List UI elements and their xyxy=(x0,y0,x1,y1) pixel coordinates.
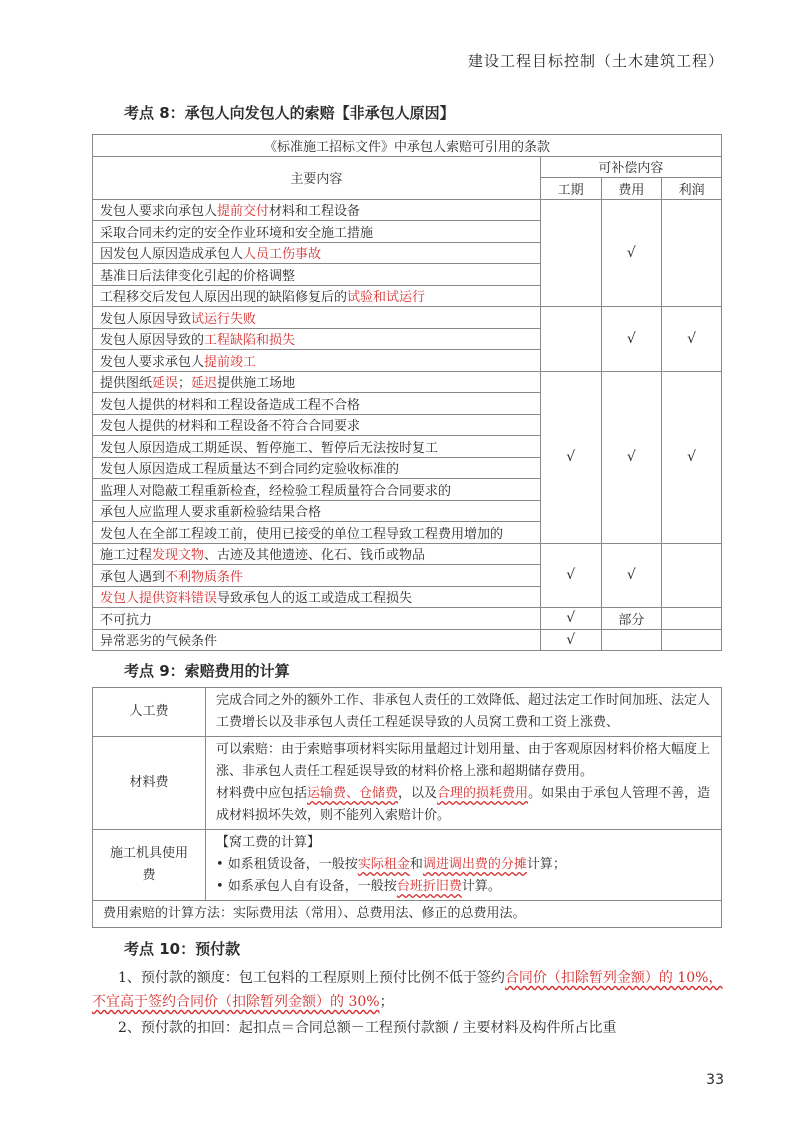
section-8-heading xyxy=(124,102,455,123)
machine-cost-label: 施工机具使用费 xyxy=(93,830,206,901)
material-cost-para-1: 可以索赔：由于索赔事项材料实际用量超过计划用量、由于客观原因材料价格大幅度上涨、非承包人责任工程延误导致的材料价格上涨和超期储存费用。 xyxy=(216,742,711,779)
material-cost-para-2: 材料费中应包括运输费、仓储费，以及合理的损耗费用。如果由于承包人管理不善，造成材料损坏失效，则不能列入索赔计价。 xyxy=(216,786,711,823)
section-8-heading-bracket: 【非承包人原因】 xyxy=(334,104,455,122)
g1-time-cell xyxy=(540,199,601,307)
machine-cost-text xyxy=(206,830,722,901)
table-row: 因发包人原因造成承包人人员工伤事故 xyxy=(93,242,541,264)
g1-profit-cell xyxy=(662,199,722,307)
g1-cost-check: √ xyxy=(601,199,662,307)
table-row: 发包人要求向承包人提前交付材料和工程设备 xyxy=(93,199,541,221)
bullet-item: • 如系租赁设备，一般按实际租金和调进调出费的分摊计算； xyxy=(216,857,566,872)
g3-time-check: √ xyxy=(540,371,601,543)
section-9-heading: 考点 9：索赔费用的计算 xyxy=(124,662,290,680)
idle-cost-subheading: 【窝工费的计算】 xyxy=(216,835,321,850)
g5-cost-partial: 部分 xyxy=(601,608,662,630)
material-cost-text xyxy=(206,737,722,830)
labor-cost-text: 完成合同之外的额外工作、非承包人责任的工效降低、超过法定工作时间加班、法定人工费增长以及非承包人责任工程延误导致的人员窝工费和工资上涨费、 xyxy=(206,688,722,737)
labor-cost-label: 人工费 xyxy=(93,688,206,737)
col-compensable: 可补偿内容 xyxy=(540,156,721,178)
section-8-heading-text: 考点 8：承包人向发包人的索赔 xyxy=(124,104,335,122)
g4-time-check: √ xyxy=(540,543,601,608)
g6-time-check: √ xyxy=(540,629,601,651)
table-row: 采取合同未约定的安全作业环境和安全施工措施 xyxy=(93,221,541,243)
g2-profit-check: √ xyxy=(662,307,722,372)
col-main-content: 主要内容 xyxy=(93,156,541,199)
table-row: 提供图纸延误；延迟提供施工场地 xyxy=(93,371,541,393)
table-row: 发包人原因造成工期延误、暂停施工、暂停后无法按时复工 xyxy=(93,436,541,458)
table-row: 承包人遇到不利物质条件 xyxy=(93,565,541,587)
table-row: 不可抗力 xyxy=(93,608,541,630)
g2-cost-check: √ xyxy=(601,307,662,372)
table-row: 发包人提供资料错误导致承包人的返工或造成工程损失 xyxy=(93,586,541,608)
g3-cost-check: √ xyxy=(601,371,662,543)
table-row: 监理人对隐蔽工程重新检查，经检验工程质量符合合同要求的 xyxy=(93,479,541,501)
table-row: 发包人原因造成工程质量达不到合同约定验收标准的 xyxy=(93,457,541,479)
g4-cost-check: √ xyxy=(601,543,662,608)
claims-table-title: 《标准施工招标文件》中承包人索赔可引用的条款 xyxy=(93,135,722,157)
advance-payment-deduction: 2、预付款的扣回：起扣点＝合同总额－工程预付款额 / 主要材料及构件所占比重 xyxy=(118,1020,617,1036)
table-row: 发包人提供的材料和工程设备造成工程不合格 xyxy=(93,393,541,415)
section-10-heading: 考点 10：预付款 xyxy=(124,940,241,958)
cost-table xyxy=(92,687,722,928)
col-cost: 费用 xyxy=(601,178,662,200)
g4-profit-cell xyxy=(662,543,722,608)
table-row: 工程移交后发包人原因出现的缺陷修复后的试验和试运行 xyxy=(93,285,541,307)
g6-cost-cell xyxy=(601,629,662,651)
g5-profit-cell xyxy=(662,608,722,630)
page-number: 33 xyxy=(706,1072,724,1088)
table-row: 发包人要求承包人提前竣工 xyxy=(93,350,541,372)
g3-profit-check: √ xyxy=(662,371,722,543)
table-row: 发包人原因导致试运行失败 xyxy=(93,307,541,329)
table-row: 施工过程发现文物、古迹及其他遗迹、化石、钱币或物品 xyxy=(93,543,541,565)
table-row: 发包人在全部工程竣工前，使用已接受的单位工程导致工程费用增加的 xyxy=(93,522,541,544)
table-row: 异常恶劣的气候条件 xyxy=(93,629,541,651)
bullet-item: • 如系承包人自有设备，一般按台班折旧费计算。 xyxy=(216,879,501,894)
calc-methods-row: 费用索赔的计算方法：实际费用法（常用）、总费用法、修正的总费用法。 xyxy=(93,901,722,928)
g2-time-cell xyxy=(540,307,601,372)
table-row: 发包人原因导致的工程缺陷和损失 xyxy=(93,328,541,350)
table-row: 发包人提供的材料和工程设备不符合合同要求 xyxy=(93,414,541,436)
g6-profit-cell xyxy=(662,629,722,651)
table-row: 承包人应监理人要求重新检验结果合格 xyxy=(93,500,541,522)
advance-payment-amount: 1、预付款的额度：包工包料的工程原则上预付比例不低于签约合同价（扣除暂列金额）的 10%，不宜高于签约合同价（扣除暂列金额）的 30%； xyxy=(92,970,723,1010)
col-profit: 利润 xyxy=(662,178,722,200)
g5-time-check: √ xyxy=(540,608,601,630)
col-time: 工期 xyxy=(540,178,601,200)
page-header-title: 建设工程目标控制（土木建筑工程） xyxy=(467,52,724,70)
material-cost-label: 材料费 xyxy=(93,737,206,830)
claims-table xyxy=(92,134,722,651)
table-row: 基准日后法律变化引起的价格调整 xyxy=(93,264,541,286)
